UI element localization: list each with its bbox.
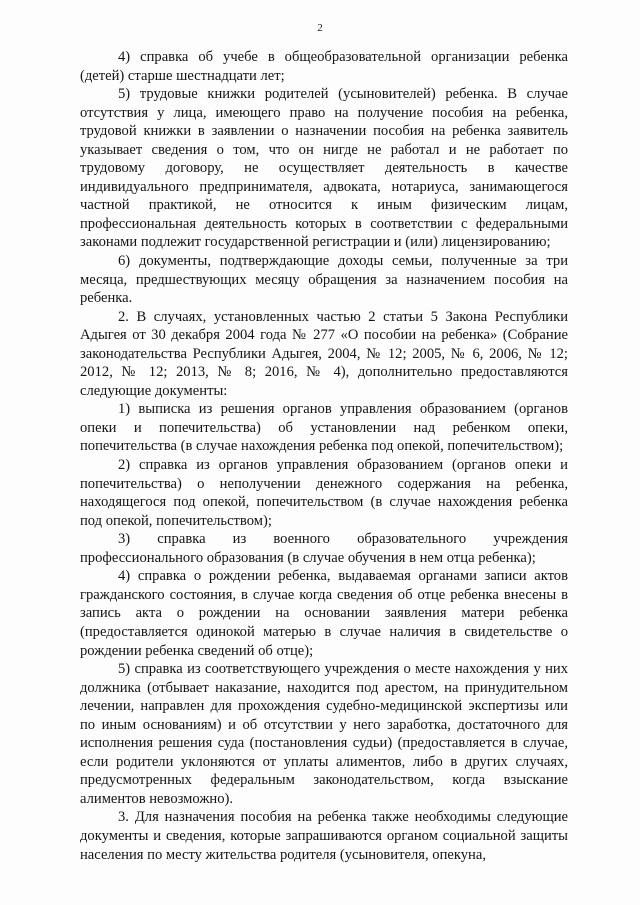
- paragraph-subitem-2-no-allowance-certificate: 2) справка из органов управления образованием (органов опеки и попечительства) о неполучении денежного содержания на ребенка, находящегося под опекой, попечительством (в случае нахождения ребенка под опекой, попечительством);: [80, 457, 568, 529]
- document-body: [80, 48, 568, 864]
- paragraph-item-6-income-documents: 6) документы, подтверждающие доходы семьи, полученные за три месяца, предшествующих месяцу обращения за назначением пособия на ребенка.: [80, 253, 568, 307]
- paragraph-item-4-school-certificate: 4) справка об учебе в общеобразовательной организации ребенка (детей) старше шестнадцати лет;: [80, 49, 568, 84]
- paragraph-subitem-5-debtor-location-certificate: 5) справка из соответствующего учреждения о месте нахождения у них должника (отбывает наказание, находится под арестом, на принудительном лечении, направлен для прохождения судебно-медицинской экспертизы или по иным основаниям) и об отсутствии у него заработка, достаточного для исполнения решения суда (постановления судьи) (предоставляется в случае, если родители уклоняются от уплаты алиментов, либо в других случаях, предусмотренных федеральным законодательством, когда взыскание алиментов невозможно).: [80, 661, 568, 807]
- paragraph-subitem-4-birth-certificate: 4) справка о рождении ребенка, выдаваемая органами записи актов гражданского состояния, в случае когда сведения об отце ребенка внесены в запись акта о рождении на основании заявления матери ребенка (предоставляется одинокой матерью в случае наличия в свидетельстве о рождении ребенка сведений об отце);: [80, 568, 568, 659]
- page-number: 2: [317, 22, 323, 34]
- paragraph-section-3: 3. Для назначения пособия на ребенка также необходимы следующие документы и сведения, которые запрашиваются органом социальной защиты населения по месту жительства родителя (усыновителя, опекуна,: [80, 809, 568, 863]
- paragraph-item-5-work-records: 5) трудовые книжки родителей (усыновителей) ребенка. В случае отсутствия у лица, имеющего право на получение пособия на ребенка, трудовой книжки в заявлении о назначении пособия на ребенка заявитель указывает сведения о том, что он нигде не работал и не работает по трудовому договору, не осуществляет деятельность в качестве индивидуального предпринимателя, адвоката, нотариуса, занимающегося частной практикой, не относится к иным физическим лицам, профессиональная деятельность которых в соответствии с федеральными законами подлежит государственной регистрации и (или) лицензированию;: [80, 86, 568, 251]
- paragraph-section-2: 2. В случаях, установленных частью 2 статьи 5 Закона Республики Адыгея от 30 декабря 2004 года № 277 «О пособии на ребенка» (Собрание законодательства Республики Адыгея, 2004, № 12; 2005, № 6, 2006, № 12; 2012, № 12; 2013, № 8; 2016, № 4), дополнительно предоставляются следующие документы:: [80, 308, 568, 399]
- paragraph-subitem-1-guardianship-extract: 1) выписка из решения органов управления образованием (органов опеки и попечительства) об установлении над ребенком опеки, попечительства (в случае нахождения ребенка под опекой, попечительством);: [80, 401, 568, 455]
- paragraph-subitem-3-military-education-certificate: 3) справка из военного образовательного учреждения профессионального образования (в случае обучения в нем отца ребенка);: [80, 531, 568, 566]
